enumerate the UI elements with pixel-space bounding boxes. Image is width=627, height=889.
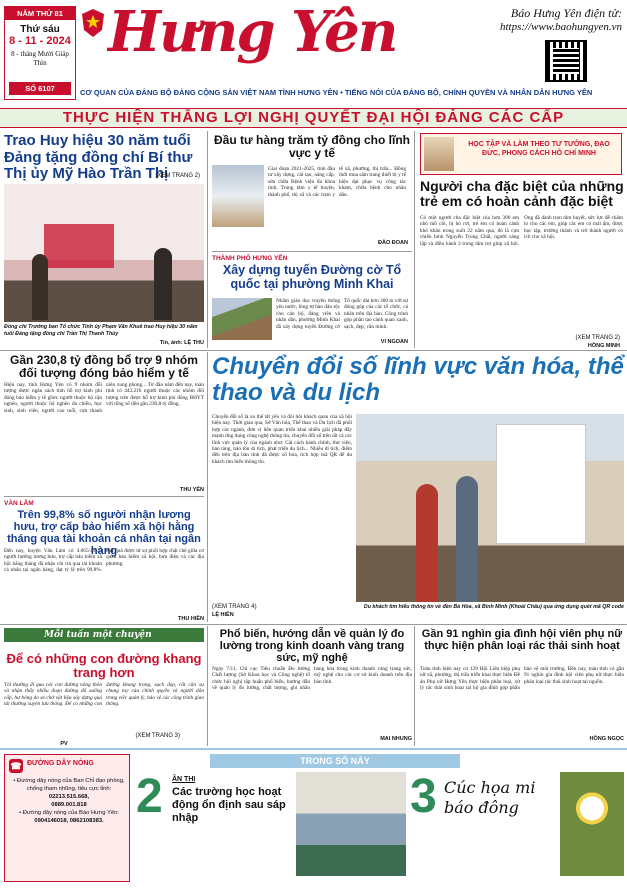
article-3-photo <box>212 298 272 340</box>
article-10-title[interactable]: Gần 91 nghìn gia đình hội viên phụ nữ thực hiện phân loại rác thải sinh hoạt <box>421 628 623 653</box>
article-3-title[interactable]: Xây dựng tuyến Đường cờ Tổ quốc tại phường Minh Khai <box>222 263 402 291</box>
page-number: 3 <box>410 770 437 823</box>
section-divider <box>4 496 204 497</box>
article-2-byline: ĐÀO ĐOAN <box>378 240 408 246</box>
article-3-kicker: THÀNH PHỐ HƯNG YÊN <box>212 255 288 262</box>
article-4-kicker-box <box>420 133 622 175</box>
article-3-body: Nhằm giáo dục truyền thống yêu nước, lòng tự hào dân tộc cho cán bộ, đảng viên và nhân dân, phường Minh Khai đã xây dựng tuyến Đường cờ Tổ quốc dài hơn 300 m với sự đóng góp của các tổ chức, cá nhân trên địa bàn. Công trình góp phần tạo cảnh quan xanh, sạch, đẹp, văn minh. <box>276 298 408 330</box>
article-2-body: Giai đoạn 2021-2025, tỉnh đầu tư xây dựng, cải tạo, nâng cấp, sửa chữa Bệnh viện đa khoa tỉnh, Trung tâm y tế huyện, thành phố, thị xã và các trạm y tế xã, phường, thị trấn... Đồng thời mua sắm trang thiết bị y tế hiện đại phục vụ công tác khám, chữa bệnh cho nhân dân. <box>268 166 406 198</box>
trong-so-nay-header: TRONG SỐ NÀY <box>210 754 460 768</box>
item-kicker: ÂN THI <box>172 776 196 783</box>
hotline-line: • Đường dây nóng của Báo Hưng Yên: <box>19 810 119 816</box>
article-1-photo-person-left <box>32 254 48 320</box>
section-divider <box>0 748 627 750</box>
issue-date: 8 - 11 - 2024 <box>9 35 71 47</box>
article-8-see-page[interactable]: (XEM TRANG 3) <box>135 733 180 739</box>
lunar-date: 8 - tháng Mười Giáp Thìn <box>11 50 69 67</box>
article-1-caption: Đồng chí Trưởng ban Tổ chức Tỉnh ủy Phạm Văn Khuê trao Huy hiệu 30 năm tuổi Đảng tặng đồng chí Trần Thị Thanh Thủy <box>4 324 198 337</box>
article-8-section-header: Mỗi tuần một chuyện <box>4 628 204 642</box>
hotline-line[interactable]: 0904146018, 0862108383. <box>34 818 104 824</box>
article-4-see-page[interactable]: (XEM TRANG 2) <box>575 335 620 341</box>
hotline-line[interactable]: 0889.001.818 <box>51 802 87 808</box>
article-1-title[interactable]: Trao Huy hiệu 30 năm tuổi Đảng tặng đồng chí Bí thư Thị ủy Mỹ Hào Trần Thị <box>4 132 193 182</box>
trong-so-nay-item-1[interactable] <box>136 772 406 882</box>
article-7-photo <box>356 414 624 602</box>
hotline-title: ĐƯỜNG DÂY NÓNG <box>27 760 94 767</box>
article-6-kicker: VĂN LÂM <box>4 500 34 507</box>
article-7-photo-person-left <box>416 484 438 602</box>
article-9-body: Ngày 7/11, Chi cục Tiêu chuẩn Đo lường Chất lượng (Sở Khoa học và Công nghệ) tổ chức hội nghị tập huấn phổ biến, hướng dẫn về quản lý đo lường, chất lượng, ghi nhãn hàng hóa trong kinh doanh vàng trang sức, mỹ nghệ cho các cơ sở kinh doanh trên địa bàn tỉnh. <box>212 666 412 692</box>
article-7-photo-poster <box>496 424 586 544</box>
article-8-title[interactable]: Để có những con đường khang trang hơn <box>6 651 202 681</box>
article-7-see-page[interactable]: (XEM TRANG 4) <box>212 604 257 610</box>
issue-number: SỐ 6107 <box>9 82 71 95</box>
qr-code-icon[interactable] <box>545 40 587 82</box>
article-4-body: Có một người cha đặc biệt của hơn 300 em nhỏ mồ côi, bị bỏ rơi, trẻ em có hoàn cảnh khó khăn trong suốt 22 năm qua, đó là cựu chiến binh Nguyễn Trung Chất, người sáng lập và điều hành 3 trung tâm trợ giúp xã hội. Ông đã dành trọn tâm huyết, sức lực để chăm lo cho các em, giúp các em có mái ấm, được học tập, trưởng thành và trở thành người có ích cho xã hội. <box>420 215 623 247</box>
hotline-line: • Đường dây nóng của Ban Chỉ đạo phòng, chống tham nhũng, tiêu cực tỉnh: <box>13 778 125 792</box>
section-divider <box>0 624 627 625</box>
newspaper-logo[interactable]: Hưng Yên <box>108 0 397 65</box>
article-7-title[interactable]: Chuyển đổi số lĩnh vực văn hóa, thể thao và du lịch <box>212 353 624 406</box>
article-9-title[interactable]: Phổ biến, hướng dẫn về quản lý đo lường trong kinh doanh vàng trang sức, mỹ nghệ <box>219 628 405 665</box>
edition-info <box>452 6 622 33</box>
organization-line: CƠ QUAN CỦA ĐẢNG BỘ ĐẢNG CỘNG SẢN VIỆT NAM TỈNH HƯNG YÊN • TIẾNG NÓI CỦA ĐẢNG BỘ, CHÍNH QUYỀN VÀ NHÂN DÂN HƯNG YÊN <box>80 88 593 97</box>
daisy-flower-photo <box>560 772 624 876</box>
article-6-title[interactable]: Trên 99,8% số người nhận lương hưu, trợ cấp bảo hiểm xã hội hằng tháng qua tài khoản cá nhân tại ngân hàng <box>7 509 201 558</box>
ho-chi-minh-portrait <box>424 137 454 171</box>
hotline-line[interactable]: 02213.515.668, <box>48 794 90 800</box>
issue-box <box>4 6 76 100</box>
article-1-photo <box>4 184 204 322</box>
edition-url[interactable]: https://www.baohungyen.vn <box>499 21 622 33</box>
article-4-title[interactable]: Người cha đặc biệt của những trẻ em có hoàn cảnh đặc biệt <box>420 178 624 210</box>
section-divider <box>0 350 627 351</box>
article-4-kicker: HỌC TẬP VÀ LÀM THEO TƯ TƯỞNG, ĐẠO ĐỨC, PHONG CÁCH HỒ CHÍ MINH <box>468 141 610 157</box>
article-1-see-page[interactable]: (XEM TRANG 2) <box>155 173 200 179</box>
edition-label: Báo Hưng Yên điện tử: <box>510 6 622 20</box>
article-5-byline: THU YẾN <box>179 487 204 493</box>
article-2-title[interactable]: Đầu tư hàng trăm tỷ đồng cho lĩnh vực y tế <box>213 133 411 161</box>
hotline-lines <box>11 777 127 825</box>
year-label: NĂM THỨ 81 <box>5 7 75 20</box>
hotline-box <box>4 754 130 882</box>
article-10-body: Toàn tỉnh hiện nay có 129 Hội Liên hiệp phụ nữ xã, phường, thị trấn triển khai thực hiện Đề án Phụ nữ Hưng Yên thực hiện phân loại, xử lý rác thải sinh hoạt tại hộ gia đình góp phần bảo vệ môi trường. Đến nay, toàn tỉnh có gần 91 nghìn gia đình hội viên phụ nữ thực hiện phân loại rác thải sinh hoạt tại nguồn. <box>420 666 624 692</box>
column-divider <box>207 131 208 348</box>
item-photo <box>296 772 406 876</box>
article-6-body: Đến nay, huyện Văn Lâm có 4.065/4.073 người hưởng lương hưu, trợ cấp bảo hiểm xã hội hằng tháng đã nhận chi trả qua tài khoản cá nhân tại ngân hàng, đạt tỷ lệ trên 99,8%. Kết quả được từ sự phối hợp chặt chẽ giữa cơ quan bảo hiểm xã hội, bưu điện và các địa phương. <box>4 548 204 574</box>
article-1-photo-backdrop <box>44 224 114 268</box>
article-10-byline: HỒNG NGỌC <box>589 736 624 742</box>
article-2-photo <box>212 165 264 227</box>
article-1-byline: Tin, ảnh: LỆ THU <box>159 340 204 346</box>
banner-slogan: THỰC HIỆN THẮNG LỢI NGHỊ QUYẾT ĐẠI HỘI ĐẢNG CÁC CẤP <box>0 108 627 128</box>
phone-icon: ☎ <box>10 761 22 771</box>
column-divider <box>207 626 208 746</box>
item-title[interactable]: Các trường học hoạt động ổn định sau sáp nhập <box>172 786 286 824</box>
item-title[interactable]: Cúc họa mi báo đông <box>444 778 536 817</box>
trong-so-nay-item-2[interactable] <box>410 772 624 882</box>
article-3-byline: VI NGOAN <box>380 339 408 345</box>
article-7-byline: LỆ HIỀN <box>212 612 234 618</box>
article-4-byline: HỒNG MINH <box>587 343 620 349</box>
article-5-body: Hiện nay, tỉnh Hưng Yên có 9 nhóm đối tượng được ngân sách tỉnh hỗ trợ kinh phí đóng bảo hiểm y tế gồm: người thuộc hộ cận nghèo, người thuộc hộ nghèo đa chiều, học sinh, sinh viên, người cao tuổi, cựu thanh niên xung phong... Từ đầu năm đến nay, toàn tỉnh có 443.216 người thuộc các nhóm đối tượng trên được hỗ trợ kinh phí đóng BHYT với tổng số tiền gần 230,8 tỷ đồng. <box>4 382 204 414</box>
article-1-photo-person-right <box>154 248 172 320</box>
article-7-body: Chuyển đổi số là xu thế tất yếu và đòi hỏi khách quan của xã hội hiện nay. Thời gian qua, Sở Văn hóa, Thể thao và Du lịch đã phối hợp các ngành, đơn vị liên quan triển khai nhiều giải pháp đẩy mạnh ứng dụng công nghệ thông tin, chuyển đổi số trên tất cả các lĩnh vực quản lý của ngành như: Cải cách hành chính, thư viện, bảo tàng, bảo tồn di tích, phát triển du lịch... Nhiều di tích, điểm đến trên địa bàn tỉnh đã được số hóa, tích hợp mã QR để du khách tìm hiểu thông tin. <box>212 414 352 465</box>
section-divider <box>212 251 412 252</box>
page-number: 2 <box>136 770 163 823</box>
column-divider <box>414 626 415 746</box>
article-6-byline: THU HIỀN <box>178 616 204 622</box>
article-7-caption: Du khách tìm hiểu thông tin về đền Bà Hòa, xã Bình Minh (Khoái Châu) qua ứng dụng quét mã QR code <box>363 604 624 610</box>
article-8-body: Tôi thường đi qua các con đường nông thôn và nhận thấy nhiều đoạn đường đã xuống cấp, hư hỏng do xe chở vật liệu xây dựng quá tải thường xuyên lưu thông. Để có những con đường khang trang, sạch đẹp, rất cần sự chung tay của chính quyền và người dân trong việc quản lý, bảo vệ các công trình giao thông. <box>4 682 204 708</box>
article-8-byline: PV <box>60 741 68 747</box>
article-9-byline: MAI NHUNG <box>380 736 412 742</box>
article-7-photo-person-right <box>456 476 478 602</box>
party-emblem-icon <box>80 8 106 38</box>
article-5-title[interactable]: Gần 230,8 tỷ đồng bổ trợ 9 nhóm đối tượng đóng bảo hiểm y tế <box>10 353 198 381</box>
column-divider <box>207 352 208 622</box>
day-of-week: Thứ sáu <box>20 24 60 35</box>
column-divider <box>414 131 415 348</box>
